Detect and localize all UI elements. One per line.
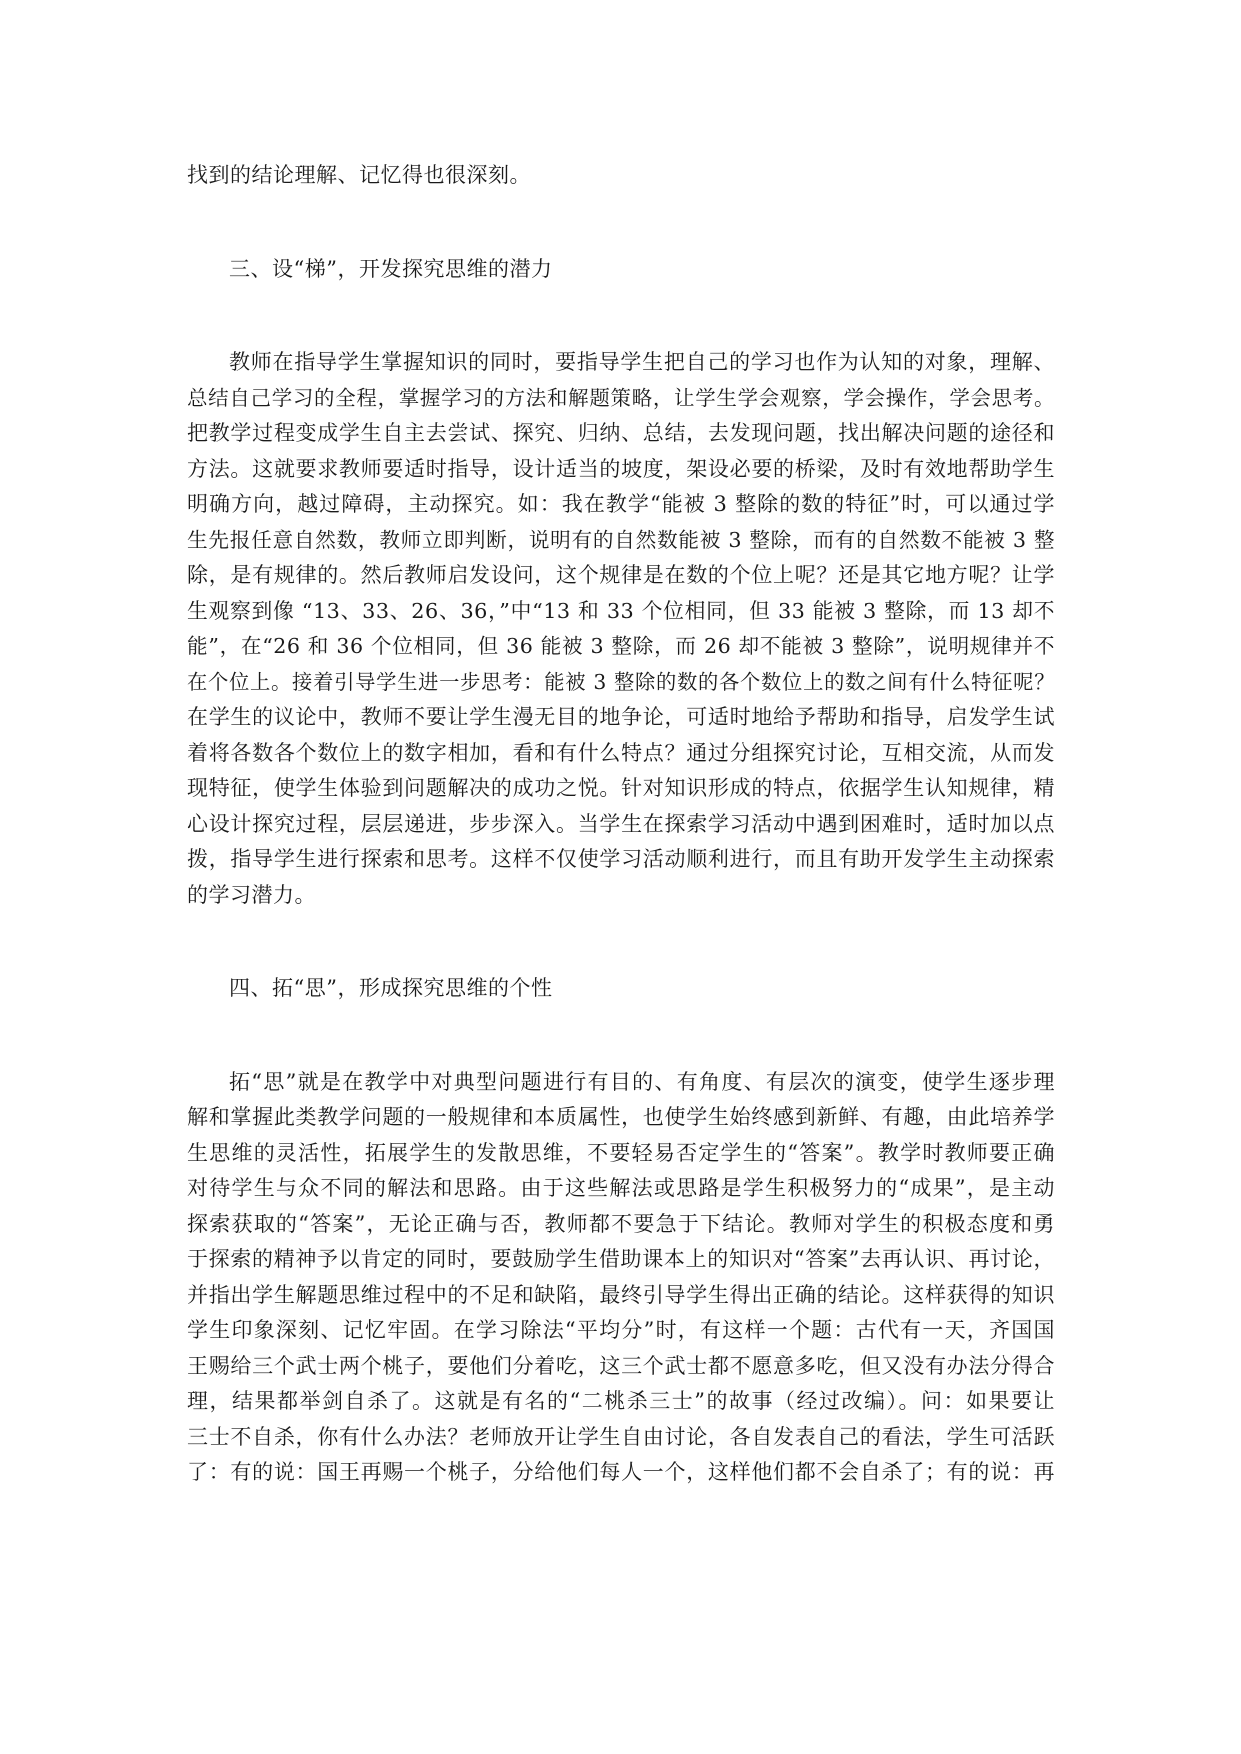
text-line: 教师在指导学生掌握知识的同时，要指导学生把自己的学习也作为认知的对象，理解、 [229, 350, 1055, 374]
text-line: 的学习潜力。 [187, 882, 316, 907]
section-heading-4: 四、拓“思”，形成探究思维的个性 [229, 976, 553, 1000]
section-heading-3: 三、设“梯”，开发探究思维的潜力 [229, 256, 553, 281]
text-line: 生思维的灵活性，拓展学生的发散思维，不要轻易否定学生的“答案”。教学时教师要正确 [187, 1140, 1055, 1165]
text-line: 了：有的说：国王再赐一个桃子，分给他们每人一个，这样他们都不会自杀了；有的说：再 [187, 1460, 1055, 1484]
text-line: 拨，指导学生进行探索和思考。这样不仅使学习活动顺利进行，而且有助开发学生主动探索 [187, 847, 1055, 871]
text-line: 拓“思”就是在教学中对典型问题进行有目的、有角度、有层次的演变，使学生逐步理 [229, 1069, 1055, 1094]
text-line: 学生印象深刻、记忆牢固。在学习除法“平均分”时，有这样一个题：古代有一天，齐国国 [187, 1318, 1055, 1342]
text-line: 方法。这就要求教师要适时指导，设计适当的坡度，架设必要的桥梁，及时有效地帮助学生 [187, 456, 1055, 481]
text-line: 总结自己学习的全程，掌握学习的方法和解题策略，让学生学会观察，学会操作，学会思考。 [187, 385, 1055, 410]
text-line: 除，是有规律的。然后教师启发设问，这个规律是在数的个位上呢？还是其它地方呢？让学 [187, 563, 1055, 587]
text-line: 把教学过程变成学生自主去尝试、探究、归纳、总结，去发现问题，找出解决问题的途径和 [187, 421, 1055, 445]
text-line: 并指出学生解题思维过程中的不足和缺陷，最终引导学生得出正确的结论。这样获得的知识 [187, 1282, 1055, 1307]
paragraph-gap [187, 1007, 1055, 1065]
text-line: 探索获取的“答案”，无论正确与否，教师都不要急于下结论。教师对学生的积极态度和勇 [187, 1211, 1055, 1236]
paragraph-section-3 [187, 345, 1055, 913]
paragraph-continuation [187, 158, 1055, 194]
text-line: 在学生的议论中，教师不要让学生漫无目的地争论，可适时地给予帮助和指导，启发学生试 [187, 705, 1055, 729]
text-line: 现特征，使学生体验到问题解决的成功之悦。针对知识形成的特点，依据学生认知规律，精 [187, 776, 1055, 800]
text-line: 着将各数各个数位上的数字相加，看和有什么特点？通过分组探究讨论，互相交流，从而发 [187, 740, 1055, 765]
text-line: 三士不自杀，你有什么办法？老师放开让学生自由讨论，各自发表自己的看法，学生可活跃 [187, 1424, 1055, 1449]
text-line: 明确方向，越过障碍，主动探究。如：我在教学“能被 3 整除的数的特征”时，可以通过学 [187, 492, 1055, 516]
text-line: 于探索的精神予以肯定的同时，要鼓励学生借助课本上的知识对“答案”去再认识、再讨论， [187, 1247, 1055, 1271]
paragraph-section-4 [187, 1065, 1055, 1491]
text-line: 对待学生与众不同的解法和思路。由于这些解法或思路是学生积极努力的“成果”，是主动 [187, 1176, 1055, 1200]
text-line: 能”，在“26 和 36 个位相同，但 36 能被 3 整除，而 26 却不能被 3 整除”，说明规律并不 [187, 634, 1055, 658]
text-line: 王赐给三个武士两个桃子，要他们分着吃，这三个武士都不愿意多吃，但又没有办法分得合 [187, 1353, 1055, 1378]
text-line: 找到的结论理解、记忆得也很深刻。 [187, 163, 531, 187]
text-line: 生先报任意自然数，教师立即判断，说明有的自然数能被 3 整除，而有的自然数不能被 3 整 [187, 527, 1055, 552]
document-body [187, 158, 1055, 1491]
text-line: 理，结果都举剑自杀了。这就是有名的“二桃杀三士”的故事（经过改编）。问：如果要让 [187, 1389, 1055, 1413]
text-line: 在个位上。接着引导学生进一步思考：能被 3 整除的数的各个数位上的数之间有什么特征呢？ [187, 669, 1055, 694]
paragraph-gap [187, 194, 1055, 252]
text-line: 解和掌握此类教学问题的一般规律和本质属性，也使学生始终感到新鲜、有趣，由此培养学 [187, 1105, 1055, 1129]
paragraph-gap [187, 913, 1055, 971]
text-line: 生观察到像 “13、33、26、36，”中“13 和 33 个位相同，但 33 能被 3 整除，而 13 却不 [187, 598, 1055, 623]
text-line: 心设计探究过程，层层递进，步步深入。当学生在探索学习活动中遇到困难时，适时加以点 [187, 811, 1055, 836]
paragraph-gap [187, 287, 1055, 345]
